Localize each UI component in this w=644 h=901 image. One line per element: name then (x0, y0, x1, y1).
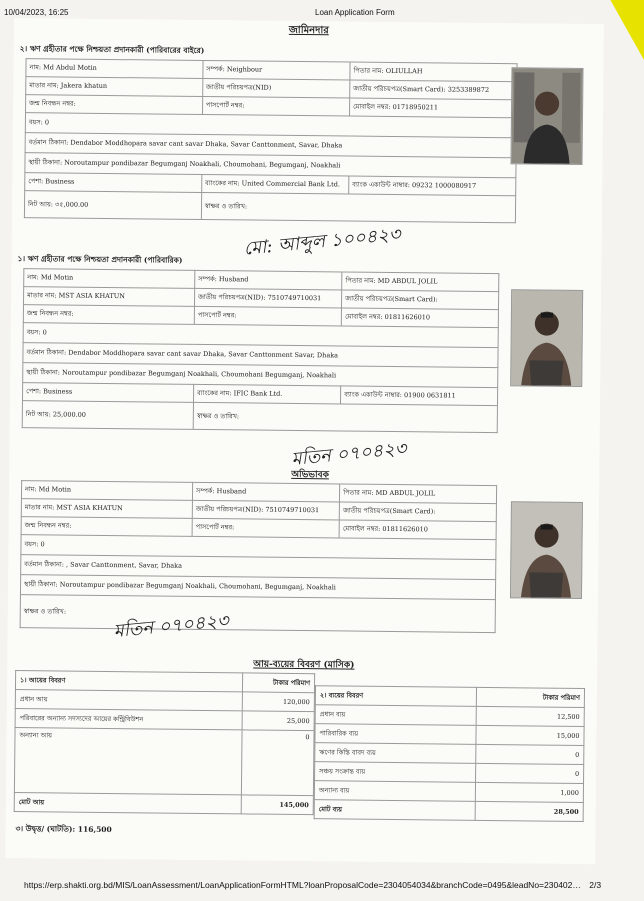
g1-mobile: মোবাইল নম্বর: 01811626010 (342, 308, 499, 328)
guardian-passport: পাসপোর্ট নম্বর: (192, 518, 339, 538)
income-row-label: প্রধান আয় (15, 690, 242, 711)
print-datetime: 10/04/2023, 16:25 (4, 8, 69, 17)
expense-total-label: মোট ব্যয় (314, 800, 476, 821)
expense-row-label: অন্যান্য ব্যয় (314, 781, 476, 802)
g2-age: বয়স: 0 (25, 113, 516, 138)
g2-info-table (24, 58, 518, 223)
expense-row-label: প্রধান ব্যয় (315, 705, 477, 726)
g1-bank: ব্যাংকের নাম: IFIC Bank Ltd. (193, 384, 340, 404)
income-row-label: পরিবারের অন্যান্য সদস্যদের আয়ের কন্ট্রিবিউশন (15, 709, 242, 730)
g1-father: পিতার নাম: MD ABDUL JOLIL (342, 272, 499, 292)
g1-present-address: বর্তমান ঠিকানা: Dendabor Moddhopara savar cant savar Dhaka, Savar Canttonment Savar, Dhaka (23, 343, 498, 368)
person-photo-icon (511, 502, 582, 598)
g2-income: নিট আয়: ৩৫,000.00 (24, 191, 201, 220)
footer-page: 2/3 (589, 880, 602, 890)
g1-passport: পাসপোর্ট নম্বর: (194, 306, 341, 326)
g2-name: নাম: Md Abdul Motin (26, 59, 203, 79)
g2-relation: সম্পর্ক: Neighbour (203, 60, 350, 80)
g1-account: ব্যাংক একাউন্ট নাম্বার: 01900 0631811 (341, 386, 498, 406)
g2-account: ব্যাংক একাউন্ট নাম্বার: 09232 1000080917 (349, 176, 516, 196)
guardian-nid: জাতীয় পরিচয়পত্র(NID): 7510749710031 (192, 500, 339, 520)
g2-smart-card: জাতীয় পরিচয়পত্র(Smart Card): 3253389872 (350, 80, 517, 100)
person-photo-icon (511, 290, 582, 386)
income-amount-header: টাকার পরিমাণ (243, 673, 315, 693)
g1-photo (510, 289, 583, 387)
income-total-value: 145,000 (241, 795, 313, 815)
g2-passport: পাসপোর্ট নম্বর: (202, 96, 349, 116)
income-row-value: 120,000 (242, 692, 314, 712)
guardian-section-title: অভিভাবক (291, 469, 329, 481)
expense-row-value: 0 (476, 744, 584, 764)
g1-income: নিট আয়: 25,000.00 (22, 401, 193, 430)
g1-birth-reg: জন্ম নিবন্ধন নম্বর: (23, 305, 194, 325)
g1-relation: সম্পর্ক: Husband (195, 270, 342, 290)
guardian-sign-label: স্বাক্ষর ও তারিখ: (20, 595, 495, 633)
person-photo-icon (512, 68, 583, 164)
guardian-relation: সম্পর্ক: Husband (192, 482, 339, 502)
guardian-name: নাম: Md Motin (21, 481, 192, 501)
footer-url: https://erp.shakti.org.bd/MIS/LoanAssessment/LoanApplicationFormHTML?loanProposalCode=2304054034&branchCode=0495&leadNo=230402… (24, 880, 581, 890)
g1-section-title: ১। ঋণ গ্রহীতার পক্ষে নিশ্চয়তা প্রদানকারী (পারিবারিক) (17, 254, 183, 265)
expense-amount-header: টাকার পরিমাণ (477, 687, 585, 707)
expense-row-label: ঋণের কিস্তি বাবদ ব্যয় (315, 743, 477, 764)
guardian-mobile: মোবাইল নম্বর: 01811626010 (339, 520, 496, 540)
g2-section-title: ২। ঋণ গ্রহীতার পক্ষে নিশ্চয়তা প্রদানকারী (পারিবারের বাইরে) (19, 44, 205, 55)
guardian-birth-reg: জন্ম নিবন্ধন নম্বর: (21, 517, 192, 537)
g1-signature: মতিন ০৭০৪২৩ (290, 438, 408, 470)
g1-sign-label: স্বাক্ষর ও তারিখ: (193, 402, 497, 432)
main-title: জামিনদার (288, 24, 329, 37)
guardian-present-address: বর্তমান ঠিকানা: , Savar Canttonment, Savar, Dhaka (21, 555, 496, 580)
guardian-age: বয়স: 0 (21, 535, 496, 560)
g2-bank: ব্যাংকের নাম: United Commercial Bank Ltd. (201, 174, 348, 194)
income-title: ১। আয়ের বিবরণ (15, 671, 242, 692)
document-sheet (5, 18, 604, 864)
print-footer (24, 880, 601, 890)
expense-row-label: পারিবারিক ব্যয় (315, 724, 477, 745)
g2-birth-reg: জন্ম নিবন্ধন নম্বর: (26, 95, 203, 115)
income-row-value: 0 (242, 730, 314, 796)
g2-nid: জাতীয় পরিচয়পত্র(NID) (202, 78, 349, 98)
guardian-mother: মাতার নাম: MST ASIA KHATUN (21, 499, 192, 519)
income-row-value: 25,000 (242, 711, 314, 731)
guardian-father: পিতার নাম: MD ABDUL JOLIL (340, 484, 497, 504)
g2-father: পিতার নাম: OLIULLAH (350, 62, 517, 82)
g1-age: বয়স: 0 (23, 323, 498, 348)
expense-total-value: 28,500 (476, 801, 584, 821)
expense-row-value: 0 (476, 763, 584, 783)
income-table (14, 670, 315, 815)
expense-title: ২। ব্যয়ের বিবরণ (315, 686, 477, 707)
expense-row-label: সঞ্চয় সংক্রান্ত ব্যয় (315, 762, 477, 783)
g1-info-table (22, 268, 500, 433)
expense-row-value: 15,000 (476, 725, 584, 745)
g2-sign-label: স্বাক্ষর ও তারিখ: (201, 192, 516, 222)
guardian-permanent-address: স্থায়ী ঠিকানা: Noroutampur pondibazar Begumganj Noakhali, Choumohani, Begumganj, Noakhali (20, 575, 495, 600)
surplus-line: ৩। উদ্বৃত্ত/ (ঘাটতি): 116,500 (15, 824, 112, 835)
g1-nid: জাতীয় পরিচয়পত্র(NID): 7510749710031 (194, 288, 341, 308)
print-page-title: Loan Application Form (315, 8, 395, 17)
guardian-info-table (20, 480, 498, 633)
g1-name: নাম: Md Motin (24, 269, 195, 289)
g1-smart-card: জাতীয় পরিচয়পত্র(Smart Card): (342, 290, 499, 310)
expense-row-value: 1,000 (476, 782, 584, 802)
expense-table (314, 685, 585, 822)
g2-photo (510, 67, 583, 165)
income-row-label: অন্যান্য আয় (14, 728, 242, 795)
expense-row-value: 12,500 (477, 706, 585, 726)
g1-occupation: পেশা: Business (22, 383, 193, 403)
finance-title: আয়-ব্যয়ের বিবরণ (মাসিক) (253, 659, 355, 671)
g1-mother: মাতার নাম: MST ASIA KHATUN (23, 287, 194, 307)
g2-signature: মো: আব্দুল ১০০৪২৩ (242, 223, 402, 260)
g2-present-address: বর্তমান ঠিকানা: Dendabor Moddhopara savar cant savar Dhaka, Savar Canttonment, Savar, Dhaka (25, 133, 516, 158)
guardian-photo (510, 501, 583, 599)
guardian-smart-card: জাতীয় পরিচয়পত্র(Smart Card): (340, 502, 497, 522)
income-total-label: মোট আয় (14, 793, 241, 814)
g2-mother: মাতার নাম: Jakera khatun (26, 77, 203, 97)
g1-permanent-address: স্থায়ী ঠিকানা: Noroutampur pondibazar Begumganj Noakhali, Choumohani Begumganj, Noakhali (23, 363, 498, 388)
g2-permanent-address: স্থায়ী ঠিকানা: Noroutampur pondibazar Begumganj Noakhali, Choumohani, Begumganj, Noakhali (25, 153, 516, 178)
guardian-signature: মতিন ০৭০৪২৩ (112, 610, 230, 643)
g2-mobile: মোবাইল নম্বর: 01718950211 (350, 98, 517, 118)
g2-occupation: পেশা: Business (25, 173, 202, 193)
